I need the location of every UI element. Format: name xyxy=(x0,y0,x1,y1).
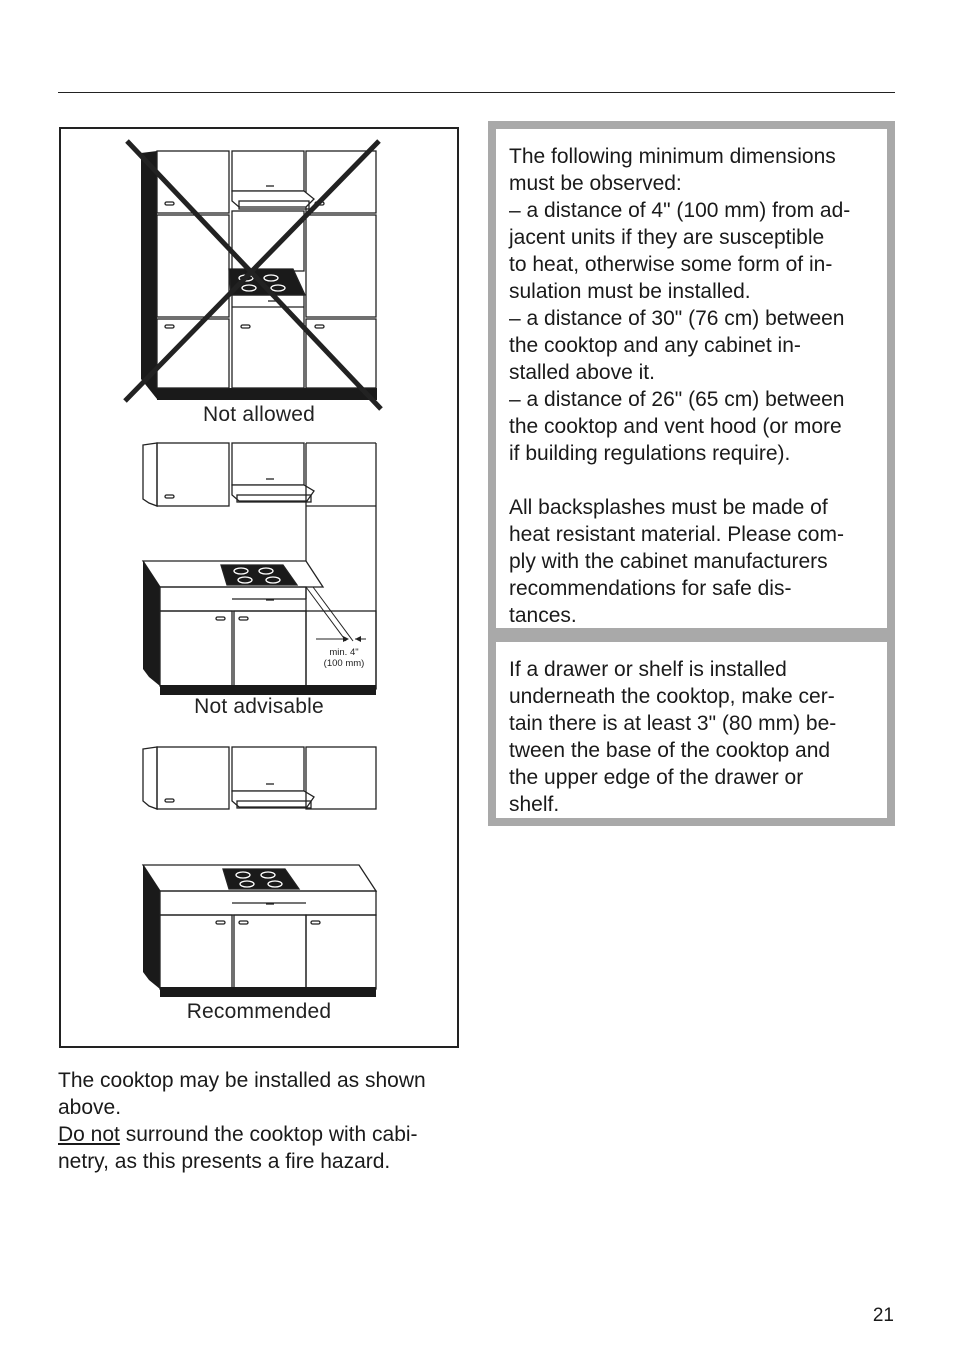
dim-line-7: – a distance of 30" (76 cm) between xyxy=(509,307,845,330)
caption-recommended: Recommended xyxy=(186,1000,332,1023)
drawer-line-6: shelf. xyxy=(509,793,560,816)
intro-line1: The cooktop may be installed as shown above. xyxy=(58,1069,426,1119)
backsplash-line-1: All backsplashes must be made of xyxy=(509,496,828,519)
caption-not-allowed: Not allowed xyxy=(203,403,315,426)
intro-line2-rest: surround the cooktop with cabi-netry, as this presents a fire hazard. xyxy=(58,1123,418,1173)
caption-not-advisable: Not advisable xyxy=(194,695,324,718)
notes-panel xyxy=(488,121,895,826)
dim-line-6: sulation must be installed. xyxy=(509,280,751,303)
not-allowed-diagram xyxy=(125,141,381,409)
dim-line-10: – a distance of 26" (65 cm) between xyxy=(509,388,845,411)
intro-line2 xyxy=(58,1121,458,1175)
dim-line-5: to heat, otherwise some form of in- xyxy=(509,253,833,276)
drawer-line-4: tween the base of the cooktop and xyxy=(509,739,831,762)
backsplash-line-3: ply with the cabinet manufacturers xyxy=(509,550,828,573)
installation-diagrams xyxy=(61,129,457,1046)
dim-line-1: The following minimum dimensions xyxy=(509,145,836,168)
drawer-line-1: If a drawer or shelf is installed xyxy=(509,658,787,681)
dim-line-2: must be observed: xyxy=(509,172,682,195)
dim-line-4: jacent units if they are susceptible xyxy=(509,226,825,249)
header-rule xyxy=(58,92,895,93)
dimension-label-line2: (100 mm) xyxy=(323,658,365,669)
dim-line-12: if building regulations require). xyxy=(509,442,791,465)
backsplash-line-4: recommendations for safe dis- xyxy=(509,577,792,600)
drawer-line-5: the upper edge of the drawer or xyxy=(509,766,804,789)
not-advisable-diagram xyxy=(143,443,376,695)
backsplash-line-5: tances. xyxy=(509,604,577,627)
recommended-diagram xyxy=(143,747,376,997)
do-not-emphasis: Do not xyxy=(58,1123,120,1146)
dim-line-3: – a distance of 4" (100 mm) from ad- xyxy=(509,199,851,222)
dimension-label-line1: min. 4" xyxy=(329,647,359,658)
dim-line-8: the cooktop and any cabinet in- xyxy=(509,334,801,357)
dimensions-note xyxy=(496,129,887,628)
dim-line-11: the cooktop and vent hood (or more xyxy=(509,415,842,438)
drawer-line-3: tain there is at least 3" (80 mm) be- xyxy=(509,712,837,735)
backsplash-line-2: heat resistant material. Please com- xyxy=(509,523,844,546)
drawer-line-2: underneath the cooktop, make cer- xyxy=(509,685,835,708)
installation-figure xyxy=(59,127,459,1048)
intro-text xyxy=(58,1067,468,1175)
page-number: 21 xyxy=(872,1305,894,1326)
drawer-note xyxy=(496,642,887,818)
dim-line-9: stalled above it. xyxy=(509,361,655,384)
